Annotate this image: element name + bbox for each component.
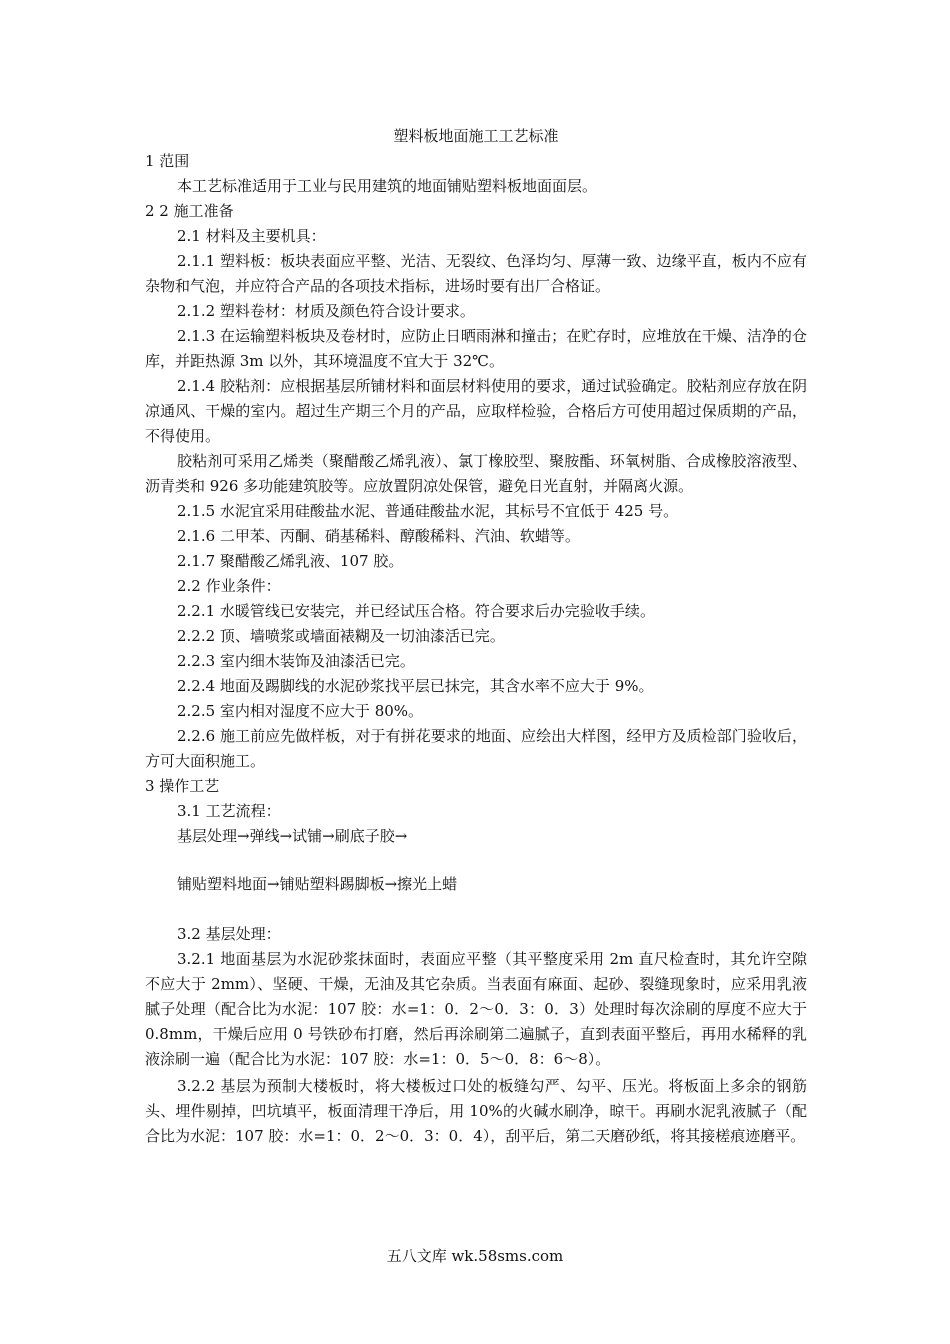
spacer [145, 849, 807, 872]
subsection-2-1: 2.1 材料及主要机具： [177, 227, 326, 245]
process-flow-line-2: 铺贴塑料地面→铺贴塑料踢脚板→擦光上蜡 [177, 875, 458, 893]
clause-2-1-1: 2.1.1 塑料板：板块表面应平整、光洁、无裂纹、色泽均匀、厚薄一致、边缘平直，板内不应有杂物和气泡，并应符合产品的各项技术指标，进场时要有出厂合格证。 [145, 252, 807, 295]
clause-2-1-4: 2.1.4 胶粘剂：应根据基层所铺材料和面层材料使用的要求，通过试验确定。胶粘剂应存放在阴凉通风、干燥的室内。超过生产期三个月的产品，应取样检验，合格后方可使用超过保质期的产品，不得使用。 [145, 377, 807, 445]
subsection-3-2: 3.2 基层处理： [177, 925, 281, 943]
clause-2-1-3: 2.1.3 在运输塑料板块及卷材时，应防止日晒雨淋和撞击；在贮存时，应堆放在干燥、洁净的仓库，并距热源 3m 以外，其环境温度不宜大于 32℃。 [145, 327, 807, 370]
document-body [145, 124, 807, 1149]
section-3-heading: 3 操作工艺 [145, 777, 220, 795]
clause-2-2-3: 2.2.3 室内细木装饰及油漆活已完。 [177, 652, 415, 670]
clause-2-2-4: 2.2.4 地面及踢脚线的水泥砂浆找平层已抹完，其含水率不应大于 9%。 [177, 677, 654, 695]
clause-2-1-4-continued: 胶粘剂可采用乙烯类（聚醋酸乙烯乳液）、氯丁橡胶型、聚胺酯、环氧树脂、合成橡胶溶液型、沥青类和 926 多功能建筑胶等。应放置阴凉处保管，避免日光直射，并隔离火源。 [145, 452, 807, 495]
clause-2-2-1: 2.2.1 水暖管线已安装完，并已经试压合格。符合要求后办完验收手续。 [177, 602, 655, 620]
clause-2-2-2: 2.2.2 顶、墙喷浆或墙面裱糊及一切油漆活已完。 [177, 627, 505, 645]
subsection-2-2: 2.2 作业条件： [177, 577, 281, 595]
clause-2-1-2: 2.1.2 塑料卷材：材质及颜色符合设计要求。 [177, 302, 475, 320]
process-flow-line-1: 基层处理→弹线→试铺→刷底子胶→ [177, 827, 408, 845]
spacer [145, 897, 807, 922]
clause-3-2-2: 3.2.2 基层为预制大楼板时，将大楼板过口处的板缝勾严、勾平、压光。将板面上多余的钢筋头、埋件剔掉，凹坑填平，板面清理干净后，用 10%的火碱水刷净，晾干。再刷水泥乳液腻子（配合比为水泥：107 胶：水=1：0．2～0．3：0．4），刮平后，第二天磨砂纸，将其接槎痕迹磨平。 [145, 1077, 807, 1145]
clause-3-2-1: 3.2.1 地面基层为水泥砂浆抹面时，表面应平整（其平整度采用 2m 直尺检查时，其允许空隙不应大于 2mm）、坚硬、干燥，无油及其它杂质。当表面有麻面、起砂、裂缝现象时，应采用乳液腻子处理（配合比为水泥：107 胶：水=1：0．2～0．3：0．3）处理时每次涂刷的厚度不应大于 0.8mm，干燥后应用 0 号铁砂布打磨，然后再涂刷第二遍腻子，直到表面平整后，再用水稀释的乳液涂刷一遍（配合比为水泥：107 胶：水=1：0．5～0．8：6～8）。 [145, 950, 807, 1068]
section-2-heading: 2 2 施工准备 [145, 202, 234, 220]
clause-2-1-6: 2.1.6 二甲苯、丙酮、硝基稀料、醇酸稀料、汽油、软蜡等。 [177, 527, 580, 545]
clause-2-2-5: 2.2.5 室内相对湿度不应大于 80%。 [177, 702, 424, 720]
page-footer: 五八文库 wk.58sms.com [386, 1247, 564, 1265]
clause-2-2-6: 2.2.6 施工前应先做样板，对于有拼花要求的地面、应绘出大样图，经甲方及质检部门验收后，方可大面积施工。 [145, 727, 807, 770]
section-1-paragraph: 本工艺标准适用于工业与民用建筑的地面铺贴塑料板地面面层。 [177, 177, 598, 195]
document-title: 塑料板地面施工工艺标准 [393, 127, 559, 145]
subsection-3-1: 3.1 工艺流程： [177, 802, 281, 820]
clause-2-1-7: 2.1.7 聚醋酸乙烯乳液、107 胶。 [177, 552, 404, 570]
clause-2-1-5: 2.1.5 水泥宜采用硅酸盐水泥、普通硅酸盐水泥，其标号不宜低于 425 号。 [177, 502, 679, 520]
section-1-heading: 1 范围 [145, 152, 190, 170]
